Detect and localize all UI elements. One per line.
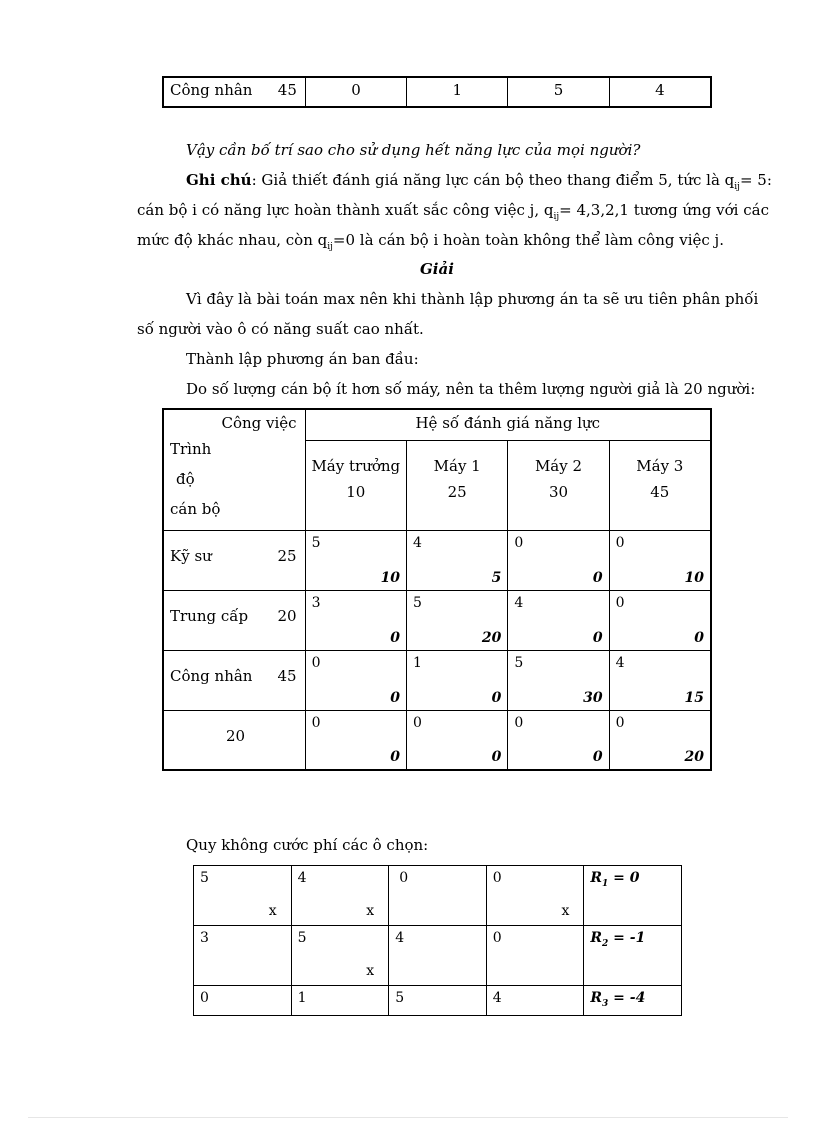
table-row — [194, 986, 682, 1016]
para2: Thành lập phương án ban đầu: — [186, 350, 419, 368]
cost-cell: 0 0 — [508, 710, 609, 770]
cost-cell: 4 5 — [407, 530, 508, 590]
main-table — [162, 408, 712, 771]
quy-cell: 0 — [389, 866, 487, 926]
table-row — [163, 710, 711, 770]
cost-cell: 3 0 — [305, 590, 406, 650]
machine-header: Máy 3 45 — [609, 440, 711, 530]
note-label: Ghi chú — [186, 171, 252, 189]
top-table — [162, 76, 712, 108]
row-label-cell: Công nhân 45 — [163, 650, 305, 710]
r-cell: $R_1 = 0$ — [584, 866, 682, 926]
row-label-cell: Trung cấp 20 — [163, 590, 305, 650]
row-label-cell: 20 — [163, 710, 305, 770]
cost-cell: 1 0 — [407, 650, 508, 710]
para1-line1: Vì đây là bài toán max nên khi thành lập phương án ta sẽ ưu tiên phân phối — [186, 290, 759, 308]
cost-cell: 0 0 — [508, 530, 609, 590]
cost-cell: 0 0 — [305, 650, 406, 710]
quy-cell: 4 x — [291, 866, 389, 926]
top-row-qty: 45 — [277, 81, 297, 99]
cost-cell: 5 10 — [305, 530, 406, 590]
r-cell: $R_3 = -4$ — [584, 986, 682, 1016]
cost-cell: 4 0 — [508, 590, 609, 650]
quy-cell: 1 — [291, 986, 389, 1016]
question-text: Vậy cần bố trí sao cho sử dụng hết năng lực của mọi người? — [186, 141, 641, 159]
top-cell: 5 — [508, 77, 609, 107]
top-cell: 0 — [305, 77, 406, 107]
corner-lines-cell: Trình độ cán bộ — [163, 440, 305, 530]
cost-cell: 4 15 — [609, 650, 711, 710]
header-span-label: Hệ số đánh giá năng lực — [415, 414, 601, 432]
note-line-1: Ghi chú: Giả thiết đánh giá năng lực cán bộ theo thang điểm 5, tức là $q_{ij}= 5$: — [186, 171, 772, 192]
note-line-3: mức độ khác nhau, còn $q_{ij}=0$ là cán bộ i hoàn toàn không thể làm công việc j. — [137, 231, 724, 252]
table-row — [163, 590, 711, 650]
quy-cell: 4 — [389, 926, 487, 986]
cost-cell: 0 0 — [609, 590, 711, 650]
machine-header: Máy trưởng 10 — [305, 440, 406, 530]
top-cell: 1 — [407, 77, 508, 107]
cost-cell: 0 0 — [407, 710, 508, 770]
quy-cell: 5 — [389, 986, 487, 1016]
corner-top-label: Công việc — [221, 414, 297, 432]
quy-cell: 0 — [486, 926, 584, 986]
cost-cell: 5 30 — [508, 650, 609, 710]
corner-top-cell — [163, 409, 305, 440]
quy-cell: 0 — [194, 986, 292, 1016]
table-row — [163, 530, 711, 590]
machine-header: Máy 1 25 — [407, 440, 508, 530]
cost-cell: 0 10 — [609, 530, 711, 590]
cost-cell: 0 20 — [609, 710, 711, 770]
row-label-cell: Kỹ sư 25 — [163, 530, 305, 590]
top-row-label-cell — [163, 77, 305, 107]
table-row — [194, 926, 682, 986]
table-row — [163, 650, 711, 710]
machine-header: Máy 2 30 — [508, 440, 609, 530]
note-line-2: cán bộ i có năng lực hoàn thành xuất sắc công việc j, $q_{ij}= 4,3,2,1$ tương ứng với các — [137, 201, 769, 222]
top-cell: 4 — [609, 77, 711, 107]
table-row — [194, 866, 682, 926]
top-row-label: Công nhân — [170, 81, 253, 99]
cost-cell: 5 20 — [407, 590, 508, 650]
quy-cell: 3 — [194, 926, 292, 986]
quy-cell: 0 x — [486, 866, 584, 926]
solution-heading: Giải — [420, 260, 454, 278]
cost-cell: 0 0 — [305, 710, 406, 770]
quy-cell: 5 x — [291, 926, 389, 986]
quy-table — [193, 865, 682, 1016]
quy-cell: 4 — [486, 986, 584, 1016]
r-cell: $R_2 = -1$ — [584, 926, 682, 986]
quy-text: Quy không cước phí các ô chọn: — [186, 836, 429, 854]
para3: Do số lượng cán bộ ít hơn số máy, nên ta thêm lượng người giả là 20 người: — [186, 380, 756, 398]
header-span-cell — [305, 409, 711, 440]
para1-line2: số người vào ô có năng suất cao nhất. — [137, 320, 424, 338]
page-bottom-divider — [28, 1117, 788, 1118]
quy-cell: 5 x — [194, 866, 292, 926]
